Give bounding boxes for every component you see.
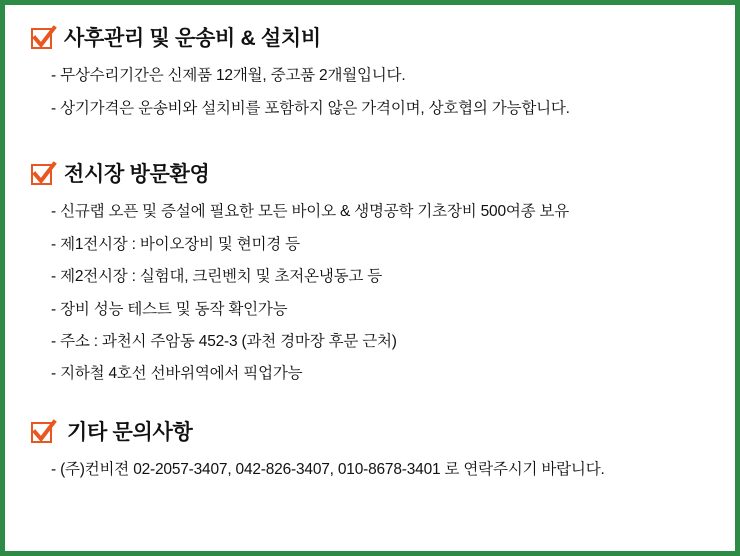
orange-check-icon bbox=[31, 164, 52, 185]
section-after-service bbox=[31, 27, 709, 125]
list-item: - 제2전시장 : 실험대, 크린벤치 및 초저온냉동고 등 bbox=[51, 268, 383, 286]
bullet-list bbox=[31, 60, 709, 125]
section-header bbox=[31, 27, 709, 50]
orange-check-icon bbox=[31, 28, 52, 49]
list-item: - 제1전시장 : 바이오장비 및 현미경 등 bbox=[51, 235, 300, 253]
list-item: - 장비 성능 테스트 및 동작 확인가능 bbox=[51, 300, 288, 318]
section-header bbox=[31, 163, 709, 186]
list-item: - 신규랩 오픈 및 증설에 필요한 모든 바이오 & 생명공학 기초장비 500여종 보유 bbox=[51, 203, 570, 221]
list-item: - (주)컨비젼 02-2057-3407, 042-826-3407, 010-8678-3401 로 연락주시기 바랍니다. bbox=[51, 461, 605, 479]
bullet-list bbox=[31, 196, 709, 391]
section-showroom-visit bbox=[31, 163, 709, 391]
list-item: - 주소 : 과천시 주암동 452-3 (과천 경마장 후문 근처) bbox=[51, 333, 397, 350]
section-header bbox=[31, 421, 709, 444]
list-item: - 지하철 4호선 선바위역에서 픽업가능 bbox=[51, 365, 303, 383]
section-title: 기타 문의사항 bbox=[67, 420, 193, 444]
section-title: 전시장 방문환영 bbox=[64, 163, 210, 187]
list-item: - 무상수리기간은 신제품 12개월, 중고품 2개월입니다. bbox=[51, 67, 406, 85]
bullet-list bbox=[31, 454, 709, 486]
spacer bbox=[31, 395, 709, 421]
orange-check-icon bbox=[31, 422, 52, 443]
list-item: - 상기가격은 운송비와 설치비를 포함하지 않은 가격이며, 상호협의 가능합니다. bbox=[51, 99, 570, 117]
section-other-inquiries bbox=[31, 421, 709, 487]
spacer bbox=[31, 129, 709, 163]
section-title: 사후관리 및 운송비 & 설치비 bbox=[64, 27, 321, 50]
